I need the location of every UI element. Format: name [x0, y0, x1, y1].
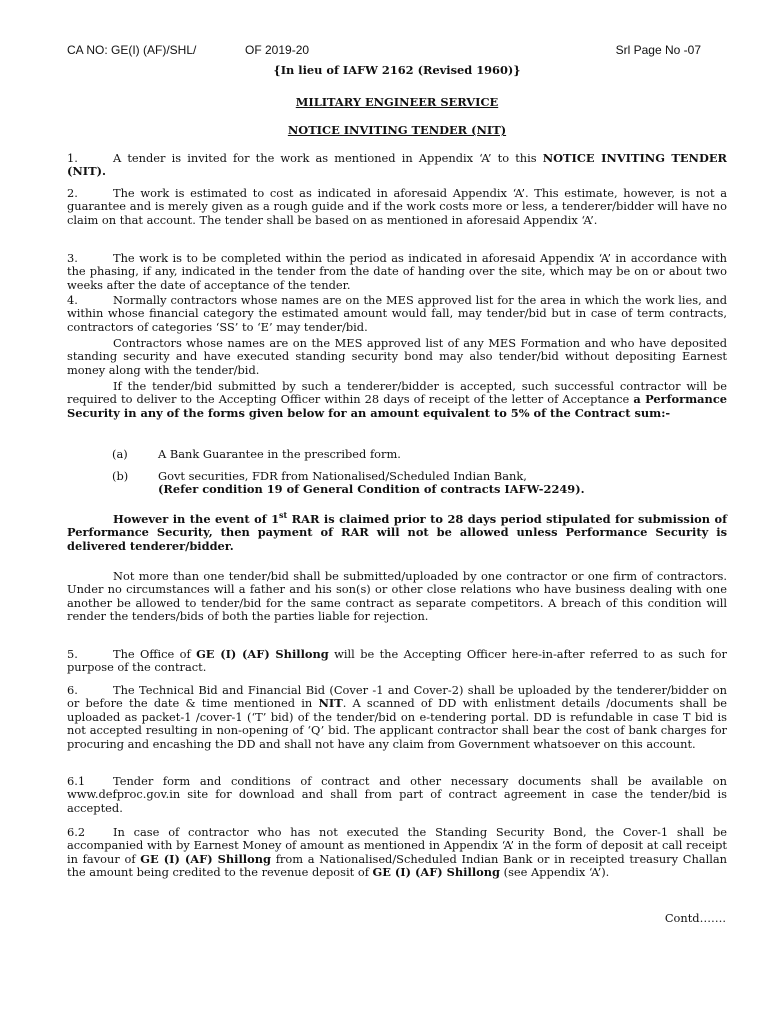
- rar-text-pre: However in the event of 1: [113, 512, 280, 526]
- para-text: (see Appendix ‘A’).: [500, 865, 610, 880]
- sub-text: A Bank Guarantee in the prescribed form.: [158, 447, 401, 461]
- sub-label: (a): [112, 447, 128, 461]
- service-title: MILITARY ENGINEER SERVICE: [295, 95, 499, 109]
- para-text: The work is to be completed within the period as indicated in aforesaid Appendix ‘A’ in accordance with the phasing, if any, indicated in the tender from the date of handing over the site, which may be on or about two weeks after the date of acceptance of the tender.: [67, 251, 727, 292]
- para-bold: NOTICE INVITING TENDER (NIT).: [67, 151, 727, 179]
- paragraph-1: [67, 152, 727, 179]
- rar-text-post: RAR is claimed prior to 28 days period stipulated for submission of Performance Security, then payment of RAR will not be allowed unless Performance Security is delivered tenderer/bidder.: [67, 512, 727, 553]
- notice-title: NOTICE INVITING TENDER (NIT): [287, 123, 507, 137]
- paragraph-6-1: [67, 775, 727, 815]
- para-text: In case of contractor who has not executed the Standing Security Bond, the Cover-1 shall be accompanied with by Earnest Money of amount as mentioned in Appendix ‘A’ in the form of deposit at call receipt in favour of: [67, 825, 727, 866]
- page-header: [67, 44, 727, 60]
- paragraph-2: [67, 187, 727, 227]
- sub-text: Govt securities, FDR from Nationalised/Scheduled Indian Bank,: [158, 469, 527, 483]
- ca-number: CA NO: GE(I) (AF)/SHL/: [67, 43, 197, 57]
- serial-page-number: Srl Page No -07: [615, 43, 701, 57]
- ge-bold-1: GE (I) (AF) Shillong: [140, 851, 271, 866]
- para-text: from a Nationalised/Scheduled Indian Bank or in receipted treasury Challan the amount being credited to the revenue deposit of: [67, 851, 728, 880]
- contract-year: OF 2019-20: [245, 43, 310, 57]
- rar-superscript: st: [279, 510, 288, 521]
- para-text: Not more than one tender/bid shall be submitted/uploaded by one contractor or one firm of contractors. Under no circumstances will a father and his son(s) or other close relations who have business dealing with one another be allowed to tender/bid for the same contract as separate competitors. A breach of this condition will render the tenders/bids of both the parties liable for rejection.: [67, 569, 727, 624]
- paragraph-one-tender: [67, 570, 727, 624]
- continued-marker: Contd…….: [664, 911, 726, 925]
- ge-bold-2: GE (I) (AF) Shillong: [372, 865, 500, 880]
- paragraph-6: [67, 684, 727, 751]
- para-text: . A scanned of DD with enlistment details /documents shall be uploaded as packet-1 /cover-1 (‘T’ bid) of the tender/bid on e-tendering portal. DD is refundable in case T bid is not accepted resulting in non-opening of ‘Q’ bid. The applicant contractor shall bear the cost of bank charges for procuring and encashing the DD and shall not have any claim from Government whatsoever on this account.: [67, 696, 727, 751]
- para-text: will be the Accepting Officer here-in-after referred to as such for purpose of the contract.: [67, 647, 727, 675]
- para-text: The work is estimated to cost as indicated in aforesaid Appendix ‘A’. This estimate, however, is not a guarantee and is merely given as a rough guide and if the work costs more or less, a tenderer/bidder will have no claim on that account. The tender shall be based on as mentioned in aforesaid Appendix ‘A’.: [67, 186, 727, 227]
- paragraph-4-performance-security: [67, 380, 727, 420]
- para-bold: a Performance Security in any of the forms given below for an amount equivalent to 5% of the Contract sum:-: [67, 392, 728, 420]
- para-number: 2.: [67, 186, 78, 200]
- para-number: 4.: [67, 293, 78, 307]
- para-number: 1.: [67, 151, 78, 165]
- paragraph-6-2: [67, 826, 727, 880]
- para-number: 6.: [67, 683, 78, 697]
- paragraph-5: [67, 648, 727, 675]
- para-number: 3.: [67, 251, 78, 265]
- sub-bold: (Refer condition 19 of General Condition of contracts IAFW-2249).: [158, 482, 585, 497]
- paragraph-4-contractors: [67, 337, 727, 377]
- para-text: The Technical Bid and Financial Bid (Cover -1 and Cover-2) shall be uploaded by the tenderer/bidder on or before the date & time mentioned in: [67, 683, 727, 711]
- para-text: Contractors whose names are on the MES approved list of any MES Formation and who have deposited standing security and have executed standing security bond may also tender/bid without depositing Earnest money along with the tender/bid.: [67, 336, 727, 377]
- para-text: If the tender/bid submitted by such a tenderer/bidder is accepted, such successful contractor will be required to deliver to the Accepting Officer within 28 days of receipt of the letter of Acceptance: [67, 379, 727, 407]
- para-text: Tender form and conditions of contract and other necessary documents shall be available on www.defproc.gov.in site for download and shall from part of contract agreement in case the tender/bid is accepted.: [67, 774, 727, 815]
- para-number: 6.1: [67, 774, 86, 788]
- sub-label: (b): [112, 469, 129, 483]
- nit-bold: NIT: [318, 696, 343, 711]
- paragraph-4: [67, 294, 727, 334]
- para-text: The Office of: [113, 647, 197, 661]
- para-text: A tender is invited for the work as mentioned in Appendix ‘A’ to this: [113, 151, 543, 165]
- rar-note: [67, 510, 727, 553]
- in-lieu-note: {In lieu of IAFW 2162 (Revised 1960)}: [273, 63, 521, 77]
- para-number: 5.: [67, 647, 78, 661]
- paragraph-3: [67, 252, 727, 292]
- accepting-officer: GE (I) (AF) Shillong: [196, 647, 329, 661]
- para-text: Normally contractors whose names are on the MES approved list for the area in which the work lies, and within whose financial category the estimated amount would fall, may tender/bid but in case of term contracts, contractors of categories ‘SS’ to ‘E’ may tender/bid.: [67, 293, 727, 334]
- para-number: 6.2: [67, 825, 86, 839]
